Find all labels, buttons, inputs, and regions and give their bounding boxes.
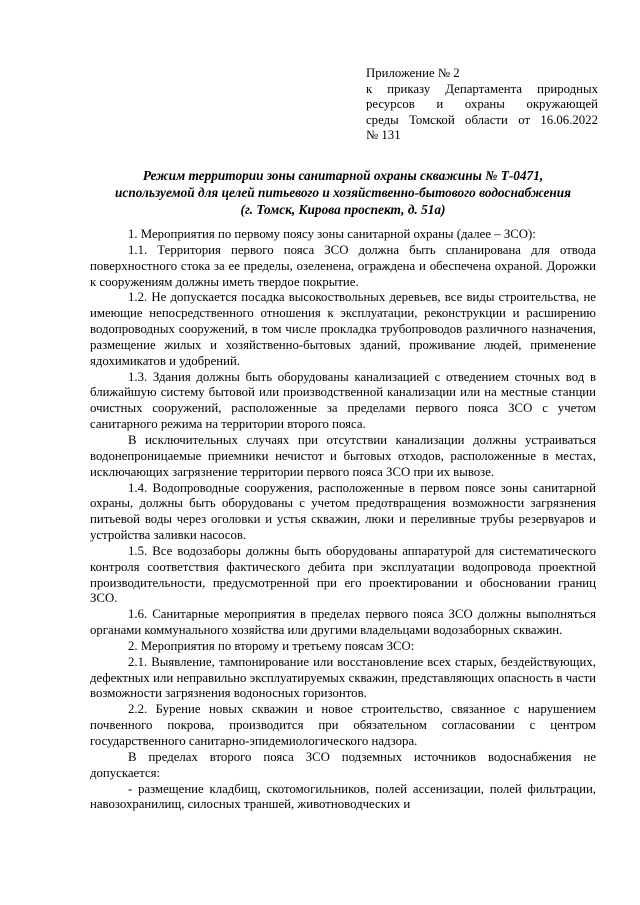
paragraph-2-2-restriction: В пределах второго пояса ЗСО подземных источников водоснабжения не допускается:: [90, 749, 596, 780]
appendix-title: Приложение № 2: [366, 66, 460, 80]
appendix-date-line: среды Томской области от 16.06.2022: [366, 112, 598, 127]
appendix-department-line: ресурсов и охраны окружающей: [366, 97, 598, 112]
paragraph-2-1: 2.1. Выявление, тампонирование или восстановление всех старых, бездействующих, дефектных или неправильно эксплуатируемых скважин, представляющих опасность в части возможности загрязнения водоносных горизонтов.: [90, 654, 596, 701]
paragraph-1-3: 1.3. Здания должны быть оборудованы канализацией с отведением сточных вод в ближайшую систему бытовой или производственной канализации или на местные станции очистных сооружений, расположенные за пределами первого пояса ЗСО с учетом санитарного режима на территории второго пояса.: [90, 369, 596, 432]
title-line-2: используемой для целей питьевого и хозяйственно-бытового водоснабжения: [115, 185, 571, 200]
paragraph-1-5: 1.5. Все водозаборы должны быть оборудованы аппаратурой для систематического контроля соответствия фактического дебита при эксплуатации водопровода проектной производительности, предусмотренной при его проектировании и обосновании границ ЗСО.: [90, 543, 596, 606]
paragraph-1-2: 1.2. Не допускается посадка высокоствольных деревьев, все виды строительства, не имеющие непосредственного отношения к эксплуатации, реконструкции и расширению водопроводных сооружений, в том числе прокладка трубопроводов различного назначения, размещение жилых и хозяйственно-бытовых зданий, проживание людей, применение ядохимикатов и удобрений.: [90, 290, 596, 368]
paragraph-1-4: 1.4. Водопроводные сооружения, расположенные в первом поясе зоны санитарной охраны, должны быть оборудованы с учетом предотвращения возможности загрязнения питьевой воды через оголовки и устья скважин, люки и переливные трубы резервуаров и устройства заливки насосов.: [90, 480, 596, 543]
paragraph-2-2: 2.2. Бурение новых скважин и новое строительство, связанное с нарушением почвенного покрова, производится при обязательном согласовании с центром государственного санитарно-эпидемиологического надзора.: [90, 702, 596, 748]
paragraph-1: 1. Мероприятия по первому поясу зоны санитарной охраны (далее – ЗСО):: [128, 227, 536, 241]
appendix-order-line: к приказу Департамента природных: [366, 81, 598, 96]
paragraph-2: 2. Мероприятия по второму и третьему поясам ЗСО:: [128, 638, 415, 653]
appendix-block: [366, 66, 598, 144]
appendix-number-line: № 131: [366, 128, 401, 143]
paragraph-1-1: 1.1. Территория первого пояса ЗСО должна быть спланирована для отвода поверхностного стока за ее пределы, озеленена, ограждена и обеспечена охраной. Дорожки к сооружениям должны иметь твердое покрытие.: [90, 242, 596, 289]
title-line-3: (г. Томск, Кирова проспект, д. 51а): [240, 202, 446, 217]
paragraph-1-6: 1.6. Санитарные мероприятия в пределах первого пояса ЗСО должны выполняться органами коммунального хозяйства или другими владельцами водозаборных скважин.: [90, 607, 596, 638]
paragraph-1-3-exception: В исключительных случаях при отсутствии канализации должны устраиваться водонепроницаемые приемники нечистот и бытовых отходов, расположенные в местах, исключающих загрязнение территории первого пояса ЗСО при их вывозе.: [90, 432, 596, 479]
title-line-1: Режим территории зоны санитарной охраны скважины № Т-0471,: [142, 168, 544, 183]
document-body: [90, 227, 596, 813]
document-title: [90, 167, 596, 218]
paragraph-2-2-list-item: - размещение кладбищ, скотомогильников, полей ассенизации, полей фильтрации, навозохранилищ, силосных траншей, животноводческих и: [90, 781, 596, 812]
